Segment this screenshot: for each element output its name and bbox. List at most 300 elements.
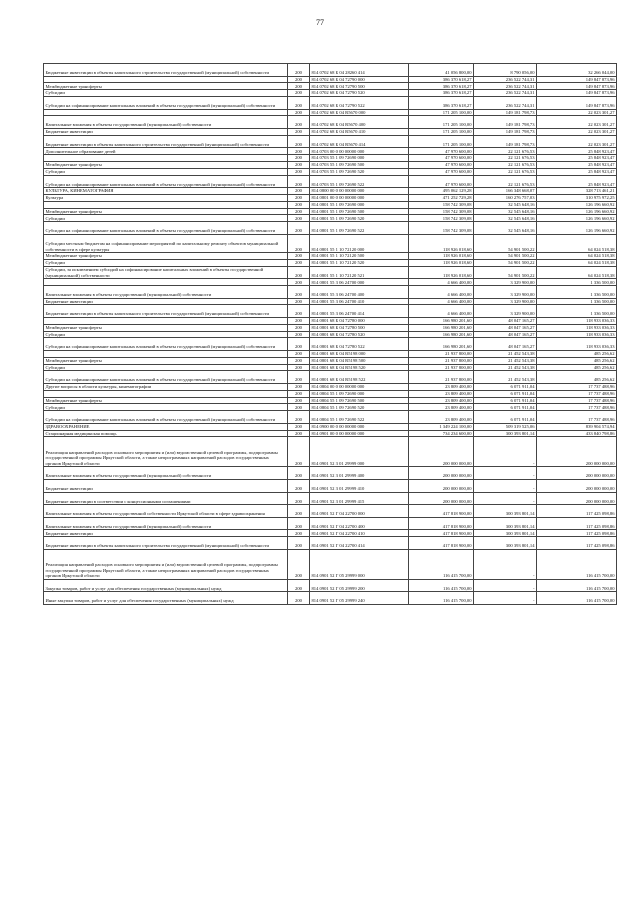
row-code: 200 [288, 592, 310, 605]
row-name: Субсидии [44, 259, 288, 266]
row-name: Межбюджетные трансферты [44, 83, 288, 90]
row-executed: - [474, 579, 537, 592]
row-executed: 48 047 165,27 [474, 324, 537, 331]
table-row [44, 175, 617, 188]
row-approved: 386 370 618,27 [409, 90, 474, 97]
row-name: Межбюджетные трансферты [44, 208, 288, 215]
row-remaining: 25 848 923,47 [537, 148, 617, 155]
row-code: 200 [288, 148, 310, 155]
row-approved: 116 415 700,00 [409, 579, 474, 592]
row-classification: 814 0901 52 Г 04 22700 400 [310, 517, 409, 530]
row-approved: 171 205 100,00 [409, 135, 474, 148]
row-name: Межбюджетные трансферты [44, 253, 288, 260]
table-row [44, 253, 617, 260]
row-remaining: 485 256,62 [537, 351, 617, 358]
row-approved: 23 809 400,00 [409, 384, 474, 391]
row-name: Закупка товаров, работ и услуг для обеспечения государственных (муниципальных) нужд [44, 579, 288, 592]
row-classification: 814 0801 55 1 09 72690 520 [310, 215, 409, 222]
row-remaining: 117 425 098,86 [537, 530, 617, 537]
table-row [44, 430, 617, 437]
row-code: 200 [288, 404, 310, 411]
row-classification: 814 0801 00 0 00 00000 000 [310, 194, 409, 201]
row-classification: 814 0901 52 Г 04 22700 410 [310, 530, 409, 537]
row-classification: 814 0801 55 1 10 72120 520 [310, 259, 409, 266]
row-name: Бюджетные инвестиции [44, 480, 288, 493]
row-approved: 158 742 309,08 [409, 222, 474, 235]
row-name: Иные закупки товаров, работ и услуг для обеспечения государственных (муниципальных) нужд [44, 592, 288, 605]
row-classification: 814 0801 55 1 09 72690 500 [310, 208, 409, 215]
row-approved: 4 666 400,00 [409, 286, 474, 299]
table-row [44, 371, 617, 384]
row-executed: 300 393 801,14 [474, 537, 537, 550]
row-approved: 21 937 800,00 [409, 351, 474, 358]
row-code: 200 [288, 64, 310, 77]
row-approved: 23 809 400,00 [409, 390, 474, 397]
row-name: Капитальные вложения в объекты государственной (муниципальной) собственности [44, 116, 288, 129]
row-executed: 300 393 801,14 [474, 505, 537, 518]
row-name: Субсидии местным бюджетам на софинансирование мероприятий по капитальному ремонту объектов муниципальной собственности в сфере культуры [44, 234, 288, 252]
row-remaining: 17 737 488,96 [537, 390, 617, 397]
row-approved: 158 742 309,08 [409, 215, 474, 222]
row-name: Субсидии, за исключением субсидий на софинансирование капитальных вложений в объекты государственной (муниципальной) собственности [44, 266, 288, 279]
row-code: 200 [288, 298, 310, 305]
row-approved: 47 970 600,00 [409, 148, 474, 155]
row-name [44, 318, 288, 325]
row-remaining: 1 336 500,00 [537, 305, 617, 318]
row-remaining: 200 000 000,00 [537, 467, 617, 480]
row-classification: 814 0901 52 Г 04 22700 000 [310, 505, 409, 518]
row-executed: 8 790 056,00 [474, 64, 537, 77]
row-name: Субсидии на софинансирование капитальных вложений в объекты государственной (муниципальной) собственности [44, 371, 288, 384]
budget-table [43, 63, 617, 605]
row-code: 200 [288, 492, 310, 505]
table-row [44, 437, 617, 467]
row-name: Субсидии [44, 404, 288, 411]
row-approved: 158 742 309,08 [409, 201, 474, 208]
row-approved: 386 370 618,27 [409, 96, 474, 109]
row-executed: 149 181 798,73 [474, 109, 537, 116]
row-classification: 814 0801 68 Б 04 R5198 500 [310, 357, 409, 364]
row-approved: 23 809 400,00 [409, 404, 474, 411]
row-code: 200 [288, 530, 310, 537]
table-row [44, 259, 617, 266]
row-approved: 386 370 618,27 [409, 76, 474, 83]
row-remaining: 17 737 488,96 [537, 404, 617, 411]
table-row [44, 64, 617, 77]
row-executed: 149 181 798,73 [474, 116, 537, 129]
row-executed: 149 181 798,73 [474, 135, 537, 148]
row-executed: 22 121 676,53 [474, 175, 537, 188]
row-code: 200 [288, 357, 310, 364]
row-code: 200 [288, 266, 310, 279]
table-row [44, 234, 617, 252]
row-remaining: 17 737 488,96 [537, 411, 617, 424]
row-approved: 200 000 000,00 [409, 492, 474, 505]
table-row [44, 188, 617, 195]
row-name: Субсидии [44, 364, 288, 371]
row-name: Субсидии на софинансирование капитальных вложений в объекты государственной (муниципальной) собственности [44, 175, 288, 188]
row-name [44, 109, 288, 116]
row-approved: 166 980 201,60 [409, 324, 474, 331]
row-approved: 118 926 018,60 [409, 259, 474, 266]
row-remaining: 328 713 461,21 [537, 188, 617, 195]
table-row [44, 423, 617, 430]
row-code: 200 [288, 480, 310, 493]
row-remaining: 116 415 700,00 [537, 549, 617, 579]
row-code: 200 [288, 517, 310, 530]
row-classification: 814 0703 55 1 09 72690 522 [310, 175, 409, 188]
row-code: 200 [288, 175, 310, 188]
row-classification: 814 0801 68 Б 04 R5198 000 [310, 351, 409, 358]
row-approved: 47 970 600,00 [409, 161, 474, 168]
row-approved: 417 818 900,00 [409, 505, 474, 518]
row-code: 200 [288, 155, 310, 162]
row-remaining: 1 336 500,00 [537, 286, 617, 299]
row-approved: 116 415 700,00 [409, 592, 474, 605]
row-name: Реализация направлений расходов основного мероприятия и (или) ведомственной целевой программы, подпрограммы государственной программы Иркутской области, а также непрограммных направлений расходов государственных органов Иркутской области [44, 549, 288, 579]
row-approved: 4 666 400,00 [409, 279, 474, 286]
row-code: 200 [288, 318, 310, 325]
row-executed: 166 348 668,07 [474, 188, 537, 195]
table-row [44, 338, 617, 351]
row-classification: 814 0703 55 1 09 72690 520 [310, 168, 409, 175]
table-row [44, 592, 617, 605]
row-executed: 300 393 801,14 [474, 517, 537, 530]
row-code: 200 [288, 194, 310, 201]
row-classification: 814 0801 55 1 09 72690 522 [310, 222, 409, 235]
row-remaining: 118 933 036,33 [537, 318, 617, 325]
row-classification: 814 0702 68 Б 04 R5670 414 [310, 135, 409, 148]
table-row [44, 90, 617, 97]
row-classification: 814 0702 68 Б 04 72790 520 [310, 90, 409, 97]
table-row [44, 324, 617, 331]
row-approved: 118 926 018,60 [409, 234, 474, 252]
table-row [44, 96, 617, 109]
row-name: Бюджетные инвестиции в соответствии с концессионными соглашениями [44, 492, 288, 505]
row-code: 200 [288, 279, 310, 286]
row-approved: 23 809 400,00 [409, 397, 474, 404]
row-executed: 160 276 757,03 [474, 194, 537, 201]
row-classification: 814 0801 55 1 09 72690 000 [310, 201, 409, 208]
row-approved: 200 000 000,00 [409, 437, 474, 467]
row-code: 200 [288, 351, 310, 358]
row-classification: 814 0901 00 0 00 00000 000 [310, 430, 409, 437]
table-row [44, 579, 617, 592]
row-executed: 6 071 911,04 [474, 404, 537, 411]
row-name: Культура [44, 194, 288, 201]
row-executed: 6 071 911,04 [474, 411, 537, 424]
row-remaining: 118 933 036,33 [537, 324, 617, 331]
row-approved: 47 970 600,00 [409, 175, 474, 188]
row-code: 200 [288, 201, 310, 208]
row-classification: 814 0801 68 Б 04 72780 000 [310, 318, 409, 325]
row-name: Капитальные вложения в объекты государственной (муниципальной) собственности [44, 286, 288, 299]
table-row [44, 279, 617, 286]
row-approved: 171 205 100,00 [409, 116, 474, 129]
table-row [44, 135, 617, 148]
row-remaining: 22 023 301,27 [537, 128, 617, 135]
table-row [44, 467, 617, 480]
row-executed: 3 329 900,00 [474, 286, 537, 299]
row-executed: 32 545 648,16 [474, 208, 537, 215]
row-executed: - [474, 549, 537, 579]
row-classification: 814 0801 68 Б 04 R5198 522 [310, 371, 409, 384]
row-executed: - [474, 437, 537, 467]
row-classification: 814 0804 55 1 09 72690 520 [310, 404, 409, 411]
row-classification: 814 0804 55 1 09 72690 500 [310, 397, 409, 404]
table-row [44, 480, 617, 493]
row-executed: 54 901 500,22 [474, 234, 537, 252]
row-name: Субсидии на софинансирование капитальных вложений в объекты государственной (муниципальной) собственности [44, 338, 288, 351]
row-name: Субсидии на софинансирование капитальных вложений в объекты государственной (муниципальной) собственности [44, 222, 288, 235]
table-row [44, 298, 617, 305]
table-row [44, 208, 617, 215]
row-executed: 32 545 648,16 [474, 215, 537, 222]
row-code: 200 [288, 305, 310, 318]
row-code: 200 [288, 76, 310, 83]
row-name: Стационарная медицинская помощь [44, 430, 288, 437]
table-row [44, 286, 617, 299]
row-code: 200 [288, 364, 310, 371]
table-row [44, 331, 617, 338]
row-classification: 814 0801 68 Б 04 72780 500 [310, 324, 409, 331]
row-classification: 814 0801 55 1 10 72120 521 [310, 266, 409, 279]
row-name: ЗДРАВООХРАНЕНИЕ [44, 423, 288, 430]
row-classification: 814 0901 52 3 01 29999 000 [310, 437, 409, 467]
row-classification: 814 0801 68 Б 04 R5198 520 [310, 364, 409, 371]
row-approved: 4 666 400,00 [409, 305, 474, 318]
row-remaining: 117 425 098,86 [537, 537, 617, 550]
row-code: 200 [288, 168, 310, 175]
row-executed: 6 071 911,04 [474, 384, 537, 391]
row-remaining: 25 848 923,47 [537, 168, 617, 175]
row-classification: 814 0801 68 Б 04 72780 520 [310, 331, 409, 338]
row-approved: 118 926 018,60 [409, 253, 474, 260]
row-remaining: 485 256,62 [537, 357, 617, 364]
row-executed: 21 452 543,38 [474, 351, 537, 358]
budget-table-body [44, 64, 617, 605]
row-code: 200 [288, 411, 310, 424]
table-row [44, 411, 617, 424]
table-row [44, 201, 617, 208]
row-code: 200 [288, 324, 310, 331]
row-code: 200 [288, 135, 310, 148]
row-code: 200 [288, 437, 310, 467]
row-code: 200 [288, 222, 310, 235]
row-executed: 54 901 500,22 [474, 266, 537, 279]
row-approved: 158 742 309,08 [409, 208, 474, 215]
row-approved: 417 818 900,00 [409, 537, 474, 550]
row-name: Межбюджетные трансферты [44, 397, 288, 404]
table-row [44, 384, 617, 391]
row-classification: 814 0901 52 3 01 29999 410 [310, 480, 409, 493]
row-approved: 118 926 018,60 [409, 266, 474, 279]
row-classification: 814 0901 52 Г 05 29999 000 [310, 549, 409, 579]
row-name: Межбюджетные трансферты [44, 324, 288, 331]
row-name: Капитальные вложения в объекты государственной (муниципальной) собственности [44, 517, 288, 530]
row-approved: 21 937 800,00 [409, 357, 474, 364]
row-approved: 417 818 900,00 [409, 517, 474, 530]
row-name: Реализация направлений расходов основного мероприятия и (или) ведомственной целевой программы, подпрограммы государственной программы Иркутской области, а также непрограммных направлений расходов государственных органов Иркутской области [44, 437, 288, 467]
table-row [44, 305, 617, 318]
row-remaining: 25 848 923,47 [537, 161, 617, 168]
row-executed: 6 071 911,04 [474, 390, 537, 397]
row-code: 200 [288, 505, 310, 518]
row-approved: 166 980 201,60 [409, 318, 474, 325]
table-row [44, 318, 617, 325]
table-row [44, 266, 617, 279]
row-approved: 495 062 129,28 [409, 188, 474, 195]
row-executed: 509 319 525,06 [474, 423, 537, 430]
row-classification: 814 0801 55 3 06 24700 414 [310, 305, 409, 318]
table-row [44, 404, 617, 411]
row-approved: 417 818 900,00 [409, 530, 474, 537]
row-code: 200 [288, 579, 310, 592]
row-approved: 471 252 729,28 [409, 194, 474, 201]
row-executed: 21 452 543,38 [474, 364, 537, 371]
row-name: Капитальные вложения в объекты государственной собственности Иркутской области в сфере здравоохранения [44, 505, 288, 518]
row-classification: 814 0801 55 3 06 24700 410 [310, 298, 409, 305]
table-row [44, 128, 617, 135]
row-approved: 200 000 000,00 [409, 480, 474, 493]
row-executed: 236 522 744,31 [474, 83, 537, 90]
row-classification: 814 0901 52 3 01 29999 415 [310, 492, 409, 505]
row-executed: 300 393 801,14 [474, 430, 537, 437]
row-code: 200 [288, 116, 310, 129]
row-classification: 814 0702 68 Б 04 R5670 410 [310, 128, 409, 135]
row-code: 200 [288, 390, 310, 397]
row-executed: 3 329 900,00 [474, 305, 537, 318]
row-approved: 200 000 000,00 [409, 467, 474, 480]
row-approved: 116 415 700,00 [409, 549, 474, 579]
row-remaining: 116 415 700,00 [537, 592, 617, 605]
row-classification: 814 0703 55 1 09 72690 000 [310, 155, 409, 162]
row-code: 200 [288, 537, 310, 550]
row-remaining: 17 737 488,96 [537, 384, 617, 391]
row-executed: 32 545 648,16 [474, 222, 537, 235]
row-classification: 814 0702 68 Б 04 72790 522 [310, 96, 409, 109]
row-remaining: 485 256,62 [537, 371, 617, 384]
table-row [44, 517, 617, 530]
row-remaining: 310 975 972,25 [537, 194, 617, 201]
row-remaining: 118 933 036,33 [537, 331, 617, 338]
row-code: 200 [288, 423, 310, 430]
row-name: Бюджетные инвестиции [44, 128, 288, 135]
page-number: 77 [316, 18, 324, 27]
row-classification: 814 0801 55 3 06 24700 000 [310, 279, 409, 286]
table-row [44, 390, 617, 397]
row-approved: 171 205 100,00 [409, 109, 474, 116]
row-code: 200 [288, 467, 310, 480]
table-row [44, 76, 617, 83]
table-row [44, 492, 617, 505]
table-row [44, 549, 617, 579]
row-remaining: 1 336 500,00 [537, 279, 617, 286]
row-remaining: 116 415 700,00 [537, 579, 617, 592]
row-name: Бюджетные инвестиции в объекты капитального строительства государственной (муниципальной) собственности [44, 305, 288, 318]
row-remaining: 200 000 000,00 [537, 492, 617, 505]
row-classification: 814 0801 55 1 10 72120 000 [310, 234, 409, 252]
row-name: Бюджетные инвестиции в объекты капитального строительства государственной (муниципальной) собственности [44, 537, 288, 550]
row-name: Субсидии [44, 331, 288, 338]
row-remaining: 839 904 574,94 [537, 423, 617, 430]
row-remaining: 126 196 660,92 [537, 201, 617, 208]
row-name: Дополнительное образование детей [44, 148, 288, 155]
row-code: 200 [288, 430, 310, 437]
row-code: 200 [288, 161, 310, 168]
row-classification: 814 0801 55 3 06 24700 400 [310, 286, 409, 299]
row-code: 200 [288, 90, 310, 97]
row-remaining: 25 848 923,47 [537, 175, 617, 188]
row-code: 200 [288, 96, 310, 109]
table-row [44, 109, 617, 116]
row-name: Субсидии на софинансирование капитальных вложений в объекты государственной (муниципальной) собственности [44, 96, 288, 109]
row-code: 200 [288, 286, 310, 299]
row-classification: 814 0901 52 Г 04 22700 414 [310, 537, 409, 550]
row-remaining: 126 196 660,92 [537, 222, 617, 235]
row-approved: 41 056 800,00 [409, 64, 474, 77]
table-row [44, 194, 617, 201]
row-code: 200 [288, 208, 310, 215]
row-code: 200 [288, 109, 310, 116]
row-code: 200 [288, 215, 310, 222]
row-executed: 48 047 165,27 [474, 331, 537, 338]
row-approved: 734 234 600,00 [409, 430, 474, 437]
row-classification: 814 0801 55 1 10 72120 500 [310, 253, 409, 260]
row-executed: 22 121 676,53 [474, 148, 537, 155]
row-executed: 236 522 744,31 [474, 76, 537, 83]
row-classification: 814 0900 00 0 00 00000 000 [310, 423, 409, 430]
row-approved: 171 205 100,00 [409, 128, 474, 135]
row-name: Субсидии [44, 168, 288, 175]
table-row [44, 168, 617, 175]
table-row [44, 537, 617, 550]
row-name: Бюджетные инвестиции в объекты капитального строительства государственной (муниципальной) собственности [44, 135, 288, 148]
row-classification: 814 0703 00 0 00 00000 000 [310, 148, 409, 155]
row-name: Бюджетные инвестиции [44, 530, 288, 537]
row-classification: 814 0703 55 1 09 72690 500 [310, 161, 409, 168]
table-row [44, 505, 617, 518]
table-row [44, 530, 617, 537]
row-remaining: 22 023 301,27 [537, 116, 617, 129]
row-code: 200 [288, 371, 310, 384]
row-remaining: 1 336 500,00 [537, 298, 617, 305]
row-executed: - [474, 592, 537, 605]
row-remaining: 32 266 044,00 [537, 64, 617, 77]
row-executed: 236 522 744,31 [474, 96, 537, 109]
row-name: Бюджетные инвестиции в объекты капитального строительства государственной (муниципальной) собственности [44, 64, 288, 77]
row-approved: 21 937 800,00 [409, 371, 474, 384]
row-executed: 48 047 165,27 [474, 318, 537, 325]
row-classification: 814 0801 68 Б 04 72780 522 [310, 338, 409, 351]
row-remaining: 149 847 873,96 [537, 83, 617, 90]
row-code: 200 [288, 259, 310, 266]
row-approved: 23 809 400,00 [409, 411, 474, 424]
row-classification: 814 0702 68 Б 04 R5670 400 [310, 116, 409, 129]
table-row [44, 222, 617, 235]
row-approved: 4 666 400,00 [409, 298, 474, 305]
row-code: 200 [288, 128, 310, 135]
row-classification: 814 0804 00 0 00 00000 000 [310, 384, 409, 391]
row-remaining: 64 024 518,38 [537, 259, 617, 266]
row-remaining: 149 847 873,96 [537, 76, 617, 83]
row-remaining: 118 933 036,33 [537, 338, 617, 351]
table-row [44, 161, 617, 168]
row-classification: 814 0901 52 Г 05 29999 200 [310, 579, 409, 592]
table-row [44, 397, 617, 404]
row-approved: 21 937 800,00 [409, 364, 474, 371]
table-row [44, 357, 617, 364]
